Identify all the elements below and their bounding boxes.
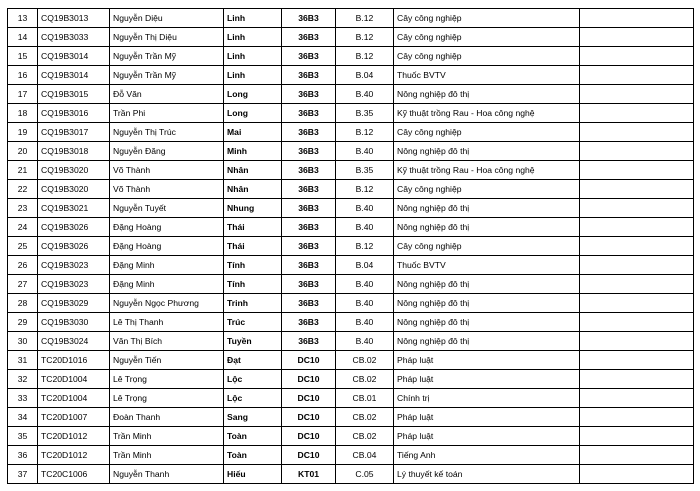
student-surname: Lê Trọng <box>110 389 224 408</box>
student-surname: Nguyễn Thanh <box>110 465 224 484</box>
notes-cell <box>580 47 694 66</box>
student-id: CQ19B3024 <box>38 332 110 351</box>
row-number: 20 <box>8 142 38 161</box>
student-given-name: Long <box>224 85 282 104</box>
notes-cell <box>580 256 694 275</box>
notes-cell <box>580 218 694 237</box>
student-id: CQ19B3023 <box>38 275 110 294</box>
notes-cell <box>580 332 694 351</box>
course-code: B.35 <box>336 161 394 180</box>
student-table <box>7 8 694 484</box>
course-name: Pháp luật <box>394 427 580 446</box>
table-row <box>8 199 694 218</box>
student-given-name: Thái <box>224 237 282 256</box>
course-code: B.12 <box>336 47 394 66</box>
student-surname: Đỗ Văn <box>110 85 224 104</box>
row-number: 31 <box>8 351 38 370</box>
notes-cell <box>580 275 694 294</box>
student-id: CQ19B3023 <box>38 256 110 275</box>
course-name: Pháp luật <box>394 351 580 370</box>
class-code: DC10 <box>282 389 336 408</box>
notes-cell <box>580 142 694 161</box>
student-id: CQ19B3033 <box>38 28 110 47</box>
table-row <box>8 389 694 408</box>
table-row <box>8 142 694 161</box>
course-code: CB.02 <box>336 408 394 427</box>
table-row <box>8 104 694 123</box>
class-code: 36B3 <box>282 180 336 199</box>
course-code: B.40 <box>336 275 394 294</box>
notes-cell <box>580 161 694 180</box>
document-page <box>7 8 694 484</box>
class-code: 36B3 <box>282 28 336 47</box>
class-code: 36B3 <box>282 199 336 218</box>
table-row <box>8 9 694 28</box>
course-code: B.40 <box>336 85 394 104</box>
course-code: B.40 <box>336 313 394 332</box>
course-code: B.12 <box>336 9 394 28</box>
table-row <box>8 28 694 47</box>
course-name: Nông nghiệp đô thị <box>394 199 580 218</box>
course-name: Kỹ thuật trồng Rau - Hoa công nghệ <box>394 104 580 123</box>
notes-cell <box>580 85 694 104</box>
course-code: B.12 <box>336 28 394 47</box>
row-number: 25 <box>8 237 38 256</box>
student-given-name: Toàn <box>224 427 282 446</box>
row-number: 21 <box>8 161 38 180</box>
row-number: 36 <box>8 446 38 465</box>
table-body <box>8 9 694 484</box>
course-name: Tiếng Anh <box>394 446 580 465</box>
notes-cell <box>580 427 694 446</box>
course-name: Cây công nghiệp <box>394 237 580 256</box>
student-id: CQ19B3020 <box>38 161 110 180</box>
student-given-name: Trúc <box>224 313 282 332</box>
row-number: 30 <box>8 332 38 351</box>
student-given-name: Linh <box>224 9 282 28</box>
class-code: DC10 <box>282 408 336 427</box>
course-code: B.40 <box>336 218 394 237</box>
row-number: 35 <box>8 427 38 446</box>
student-surname: Nguyễn Thị Trúc <box>110 123 224 142</box>
student-surname: Đặng Minh <box>110 256 224 275</box>
table-row <box>8 47 694 66</box>
class-code: 36B3 <box>282 161 336 180</box>
notes-cell <box>580 389 694 408</box>
student-id: TC20D1012 <box>38 446 110 465</box>
class-code: 36B3 <box>282 313 336 332</box>
course-code: B.40 <box>336 294 394 313</box>
row-number: 33 <box>8 389 38 408</box>
class-code: 36B3 <box>282 275 336 294</box>
course-name: Thuốc BVTV <box>394 256 580 275</box>
row-number: 26 <box>8 256 38 275</box>
class-code: 36B3 <box>282 332 336 351</box>
notes-cell <box>580 199 694 218</box>
course-code: B.04 <box>336 66 394 85</box>
student-id: TC20D1004 <box>38 370 110 389</box>
table-row <box>8 446 694 465</box>
table-row <box>8 256 694 275</box>
course-name: Nông nghiệp đô thị <box>394 332 580 351</box>
student-given-name: Thái <box>224 218 282 237</box>
student-surname: Nguyễn Ngọc Phương <box>110 294 224 313</box>
notes-cell <box>580 313 694 332</box>
course-name: Kỹ thuật trồng Rau - Hoa công nghệ <box>394 161 580 180</box>
table-row <box>8 123 694 142</box>
student-surname: Đặng Minh <box>110 275 224 294</box>
course-code: B.12 <box>336 180 394 199</box>
table-row <box>8 313 694 332</box>
notes-cell <box>580 66 694 85</box>
class-code: 36B3 <box>282 294 336 313</box>
student-surname: Đặng Hoàng <box>110 237 224 256</box>
student-given-name: Hiếu <box>224 465 282 484</box>
student-surname: Lê Trọng <box>110 370 224 389</box>
student-id: CQ19B3020 <box>38 180 110 199</box>
course-name: Nông nghiệp đô thị <box>394 294 580 313</box>
row-number: 18 <box>8 104 38 123</box>
student-id: CQ19B3013 <box>38 9 110 28</box>
student-given-name: Đạt <box>224 351 282 370</box>
row-number: 28 <box>8 294 38 313</box>
table-row <box>8 66 694 85</box>
student-given-name: Tính <box>224 275 282 294</box>
student-id: CQ19B3016 <box>38 104 110 123</box>
student-surname: Nguyễn Trần Mỹ <box>110 66 224 85</box>
course-name: Cây công nghiệp <box>394 47 580 66</box>
course-name: Pháp luật <box>394 370 580 389</box>
row-number: 14 <box>8 28 38 47</box>
course-name: Nông nghiệp đô thị <box>394 275 580 294</box>
class-code: DC10 <box>282 351 336 370</box>
class-code: 36B3 <box>282 218 336 237</box>
table-row <box>8 408 694 427</box>
table-row <box>8 294 694 313</box>
table-row <box>8 161 694 180</box>
course-name: Nông nghiệp đô thị <box>394 85 580 104</box>
table-row <box>8 370 694 389</box>
student-surname: Nguyễn Tiến <box>110 351 224 370</box>
student-given-name: Long <box>224 104 282 123</box>
notes-cell <box>580 123 694 142</box>
table-row <box>8 465 694 484</box>
course-name: Nông nghiệp đô thị <box>394 313 580 332</box>
student-id: CQ19B3017 <box>38 123 110 142</box>
course-name: Cây công nghiệp <box>394 123 580 142</box>
class-code: 36B3 <box>282 9 336 28</box>
student-id: CQ19B3015 <box>38 85 110 104</box>
table-row <box>8 427 694 446</box>
notes-cell <box>580 104 694 123</box>
class-code: 36B3 <box>282 85 336 104</box>
student-given-name: Toàn <box>224 446 282 465</box>
course-name: Nông nghiệp đô thị <box>394 142 580 161</box>
row-number: 16 <box>8 66 38 85</box>
course-code: C.05 <box>336 465 394 484</box>
student-given-name: Nhân <box>224 161 282 180</box>
course-name: Nông nghiệp đô thị <box>394 218 580 237</box>
row-number: 34 <box>8 408 38 427</box>
student-id: CQ19B3014 <box>38 47 110 66</box>
row-number: 29 <box>8 313 38 332</box>
table-row <box>8 351 694 370</box>
course-name: Pháp luật <box>394 408 580 427</box>
student-id: TC20D1007 <box>38 408 110 427</box>
table-row <box>8 237 694 256</box>
course-name: Chính trị <box>394 389 580 408</box>
student-given-name: Tính <box>224 256 282 275</box>
student-surname: Đoàn Thanh <box>110 408 224 427</box>
student-id: CQ19B3018 <box>38 142 110 161</box>
course-name: Cây công nghiệp <box>394 28 580 47</box>
student-id: TC20C1006 <box>38 465 110 484</box>
class-code: 36B3 <box>282 142 336 161</box>
row-number: 17 <box>8 85 38 104</box>
student-surname: Trần Minh <box>110 446 224 465</box>
notes-cell <box>580 180 694 199</box>
table-row <box>8 85 694 104</box>
course-name: Cây công nghiệp <box>394 180 580 199</box>
course-code: CB.01 <box>336 389 394 408</box>
student-surname: Võ Thành <box>110 180 224 199</box>
student-given-name: Nhung <box>224 199 282 218</box>
student-id: CQ19B3026 <box>38 237 110 256</box>
course-code: CB.02 <box>336 370 394 389</box>
student-id: CQ19B3030 <box>38 313 110 332</box>
class-code: 36B3 <box>282 237 336 256</box>
student-surname: Trần Minh <box>110 427 224 446</box>
row-number: 19 <box>8 123 38 142</box>
class-code: DC10 <box>282 427 336 446</box>
notes-cell <box>580 9 694 28</box>
student-given-name: Lộc <box>224 370 282 389</box>
notes-cell <box>580 28 694 47</box>
row-number: 27 <box>8 275 38 294</box>
course-code: CB.02 <box>336 351 394 370</box>
student-id: CQ19B3021 <box>38 199 110 218</box>
student-surname: Nguyễn Trần Mỹ <box>110 47 224 66</box>
course-code: B.12 <box>336 237 394 256</box>
class-code: 36B3 <box>282 66 336 85</box>
row-number: 23 <box>8 199 38 218</box>
student-surname: Nguyễn Đăng <box>110 142 224 161</box>
course-code: B.04 <box>336 256 394 275</box>
student-surname: Nguyễn Diệu <box>110 9 224 28</box>
student-given-name: Nhân <box>224 180 282 199</box>
course-code: CB.04 <box>336 446 394 465</box>
student-given-name: Trinh <box>224 294 282 313</box>
row-number: 32 <box>8 370 38 389</box>
course-name: Lý thuyết kế toán <box>394 465 580 484</box>
student-given-name: Sang <box>224 408 282 427</box>
row-number: 22 <box>8 180 38 199</box>
class-code: 36B3 <box>282 123 336 142</box>
student-surname: Nguyễn Thị Diệu <box>110 28 224 47</box>
student-id: TC20D1012 <box>38 427 110 446</box>
table-row <box>8 332 694 351</box>
table-row <box>8 218 694 237</box>
course-code: B.40 <box>336 142 394 161</box>
student-given-name: Mai <box>224 123 282 142</box>
student-surname: Nguyễn Tuyết <box>110 199 224 218</box>
notes-cell <box>580 408 694 427</box>
student-given-name: Lộc <box>224 389 282 408</box>
student-given-name: Linh <box>224 66 282 85</box>
student-surname: Trần Phi <box>110 104 224 123</box>
class-code: 36B3 <box>282 104 336 123</box>
student-surname: Văn Thị Bích <box>110 332 224 351</box>
row-number: 24 <box>8 218 38 237</box>
notes-cell <box>580 465 694 484</box>
student-given-name: Linh <box>224 28 282 47</box>
student-surname: Lê Thị Thanh <box>110 313 224 332</box>
table-row <box>8 180 694 199</box>
course-code: B.40 <box>336 332 394 351</box>
notes-cell <box>580 294 694 313</box>
class-code: DC10 <box>282 370 336 389</box>
class-code: 36B3 <box>282 47 336 66</box>
class-code: DC10 <box>282 446 336 465</box>
notes-cell <box>580 446 694 465</box>
course-name: Thuốc BVTV <box>394 66 580 85</box>
student-id: TC20D1004 <box>38 389 110 408</box>
student-given-name: Tuyền <box>224 332 282 351</box>
student-given-name: Linh <box>224 47 282 66</box>
student-id: TC20D1016 <box>38 351 110 370</box>
row-number: 15 <box>8 47 38 66</box>
table-row <box>8 275 694 294</box>
student-id: CQ19B3026 <box>38 218 110 237</box>
course-name: Cây công nghiệp <box>394 9 580 28</box>
course-code: CB.02 <box>336 427 394 446</box>
class-code: KT01 <box>282 465 336 484</box>
course-code: B.12 <box>336 123 394 142</box>
student-surname: Đặng Hoàng <box>110 218 224 237</box>
student-given-name: Minh <box>224 142 282 161</box>
student-surname: Võ Thành <box>110 161 224 180</box>
course-code: B.40 <box>336 199 394 218</box>
notes-cell <box>580 237 694 256</box>
notes-cell <box>580 351 694 370</box>
student-id: CQ19B3014 <box>38 66 110 85</box>
row-number: 13 <box>8 9 38 28</box>
course-code: B.35 <box>336 104 394 123</box>
notes-cell <box>580 370 694 389</box>
student-id: CQ19B3029 <box>38 294 110 313</box>
class-code: 36B3 <box>282 256 336 275</box>
row-number: 37 <box>8 465 38 484</box>
